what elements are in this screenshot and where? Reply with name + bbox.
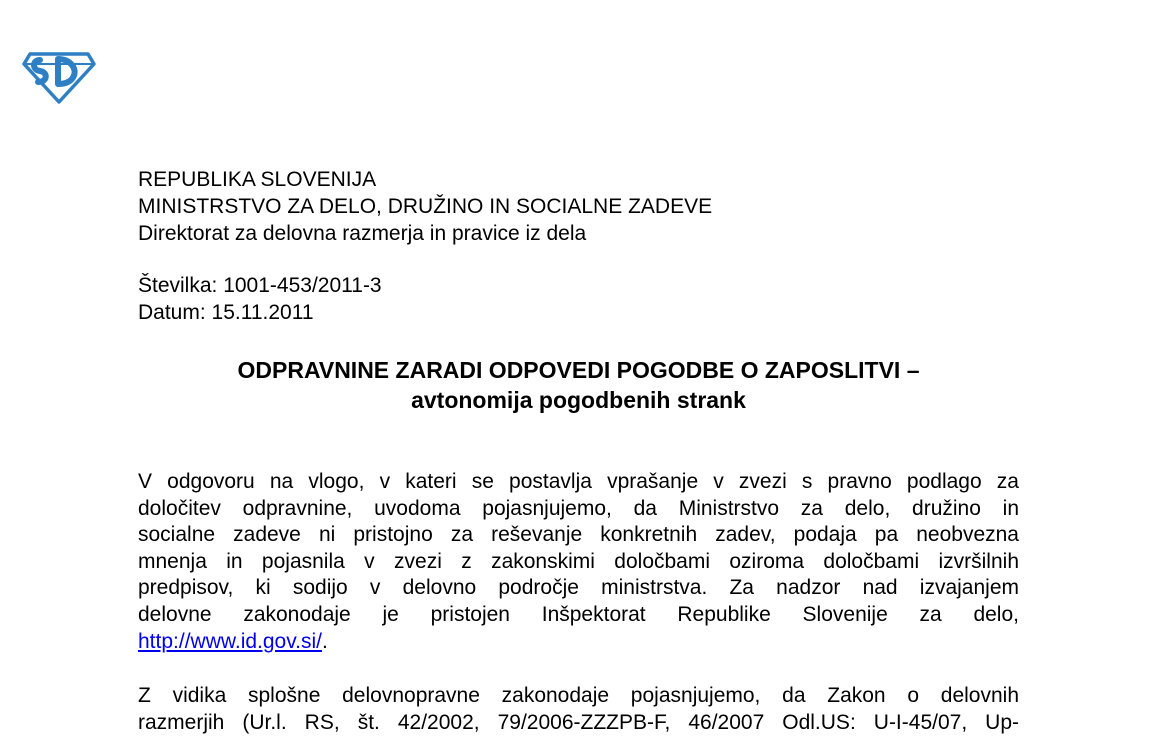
header-directorate: Direktorat za delovna razmerja in pravice iz dela bbox=[138, 222, 587, 245]
paragraph-line: mnenja in pojasnila v zvezi z zakonskimi določbami oziroma določbami izvršilnih bbox=[138, 549, 1019, 573]
paragraph-link-line bbox=[138, 629, 1019, 656]
inspectorate-link[interactable]: http://www.id.gov.si/ bbox=[138, 629, 323, 653]
title-line-2: avtonomija pogodbenih strank bbox=[411, 387, 746, 413]
document-date: Datum: 15.11.2011 bbox=[138, 301, 314, 324]
paragraph-line: razmerjih (Ur.l. RS, št. 42/2002, 79/2006-ZZZPB-F, 46/2007 Odl.US: U-I-45/07, Up- bbox=[138, 710, 1019, 734]
paragraph-line: določitev odpravnine, uvodoma pojasnjujemo, da Ministrstvo za delo, družino in bbox=[138, 496, 1019, 520]
document-number: Številka: 1001-453/2011-3 bbox=[138, 274, 382, 297]
header-ministry: MINISTRSTVO ZA DELO, DRUŽINO IN SOCIALNE ZADEVE bbox=[138, 195, 713, 218]
paragraph-line: predpisov, ki sodijo v delovno področje ministrstva. Za nadzor nad izvajanjem bbox=[138, 576, 1019, 600]
paragraph-line: delovne zakonodaje je pristojen Inšpektorat Republike Slovenije za delo, bbox=[138, 602, 1019, 626]
sd-logo bbox=[22, 50, 96, 104]
paragraph-2 bbox=[138, 683, 1019, 736]
header-republic: REPUBLIKA SLOVENIJA bbox=[138, 168, 377, 191]
title-line-1: ODPRAVNINE ZARADI ODPOVEDI POGODBE O ZAPOSLITVI – bbox=[237, 357, 920, 383]
sd-diamond-logo-icon bbox=[22, 50, 96, 104]
document-meta bbox=[138, 272, 382, 326]
paragraph-line: V odgovoru na vlogo, v kateri se postavlja vprašanje v zvezi s pravno podlago za bbox=[138, 470, 1019, 493]
document-title bbox=[138, 355, 1019, 415]
paragraph-line: Z vidika splošne delovnopravne zakonodaje pojasnjujemo, da Zakon o delovnih bbox=[138, 684, 1019, 707]
paragraph-1 bbox=[138, 469, 1019, 655]
paragraph-line: socialne zadeve ni pristojno za reševanje konkretnih zadev, podaja pa neobvezna bbox=[138, 523, 1019, 547]
document-header bbox=[138, 166, 712, 247]
link-suffix: . bbox=[322, 629, 328, 653]
